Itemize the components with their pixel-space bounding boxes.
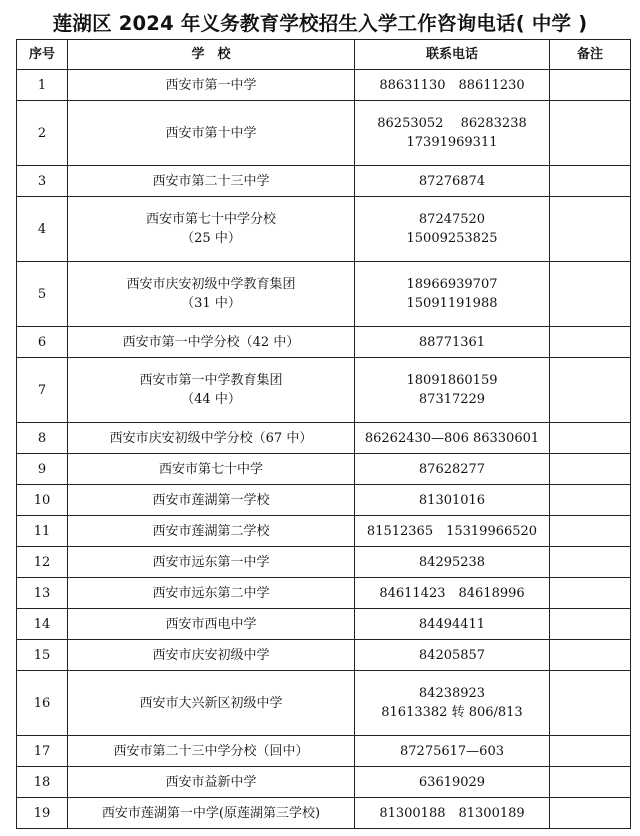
cell-phone: 87628277	[355, 454, 550, 485]
cell-phone: 81300188 81300189	[355, 798, 550, 829]
cell-serial-number: 16	[17, 671, 68, 736]
cell-serial-number: 10	[17, 485, 68, 516]
table-row	[17, 101, 631, 166]
cell-serial-number: 11	[17, 516, 68, 547]
cell-serial-number: 6	[17, 327, 68, 358]
cell-school: 西安市庆安初级中学教育集团 （31 中）	[68, 262, 355, 327]
table-row	[17, 358, 631, 423]
cell-serial-number: 4	[17, 197, 68, 262]
cell-note	[550, 640, 631, 671]
cell-phone: 86253052 86283238 17391969311	[355, 101, 550, 166]
cell-serial-number: 15	[17, 640, 68, 671]
table-row	[17, 454, 631, 485]
cell-note	[550, 516, 631, 547]
table-row	[17, 197, 631, 262]
header-phone: 联系电话	[355, 40, 550, 70]
table-row	[17, 767, 631, 798]
cell-serial-number: 3	[17, 166, 68, 197]
cell-serial-number: 8	[17, 423, 68, 454]
cell-note	[550, 454, 631, 485]
cell-phone: 88771361	[355, 327, 550, 358]
table-row	[17, 262, 631, 327]
cell-school: 西安市第七十中学	[68, 454, 355, 485]
cell-note	[550, 262, 631, 327]
cell-note	[550, 101, 631, 166]
cell-school: 西安市远东第二中学	[68, 578, 355, 609]
table-row	[17, 327, 631, 358]
cell-serial-number: 5	[17, 262, 68, 327]
cell-phone: 88631130 88611230	[355, 70, 550, 101]
cell-phone: 84205857	[355, 640, 550, 671]
cell-school: 西安市莲湖第一中学(原莲湖第三学校)	[68, 798, 355, 829]
cell-school: 西安市远东第一中学	[68, 547, 355, 578]
table-header-row	[17, 40, 631, 70]
table-row	[17, 485, 631, 516]
cell-phone: 84494411	[355, 609, 550, 640]
cell-school: 西安市第二十三中学	[68, 166, 355, 197]
table-row	[17, 736, 631, 767]
cell-phone: 87275617—603	[355, 736, 550, 767]
cell-serial-number: 9	[17, 454, 68, 485]
cell-note	[550, 485, 631, 516]
cell-school: 西安市庆安初级中学	[68, 640, 355, 671]
cell-school: 西安市第一中学	[68, 70, 355, 101]
cell-note	[550, 166, 631, 197]
cell-note	[550, 736, 631, 767]
cell-school: 西安市第七十中学分校 （25 中）	[68, 197, 355, 262]
cell-serial-number: 13	[17, 578, 68, 609]
cell-serial-number: 18	[17, 767, 68, 798]
cell-serial-number: 14	[17, 609, 68, 640]
table-row	[17, 516, 631, 547]
table-row	[17, 423, 631, 454]
cell-school: 西安市大兴新区初级中学	[68, 671, 355, 736]
cell-note	[550, 358, 631, 423]
cell-school: 西安市莲湖第二学校	[68, 516, 355, 547]
table-row	[17, 578, 631, 609]
cell-school: 西安市第十中学	[68, 101, 355, 166]
cell-note	[550, 423, 631, 454]
cell-note	[550, 671, 631, 736]
cell-serial-number: 1	[17, 70, 68, 101]
cell-phone: 84238923 81613382 转 806/813	[355, 671, 550, 736]
cell-school: 西安市第二十三中学分校（回中）	[68, 736, 355, 767]
cell-school: 西安市西电中学	[68, 609, 355, 640]
cell-phone: 81301016	[355, 485, 550, 516]
table-row	[17, 70, 631, 101]
cell-note	[550, 547, 631, 578]
cell-school: 西安市第一中学教育集团 （44 中）	[68, 358, 355, 423]
cell-note	[550, 798, 631, 829]
cell-phone: 86262430—806 86330601	[355, 423, 550, 454]
table-row	[17, 609, 631, 640]
cell-phone: 84611423 84618996	[355, 578, 550, 609]
cell-note	[550, 70, 631, 101]
cell-school: 西安市益新中学	[68, 767, 355, 798]
table-row	[17, 798, 631, 829]
contact-table	[16, 39, 631, 829]
cell-phone: 81512365 15319966520	[355, 516, 550, 547]
cell-school: 西安市第一中学分校（42 中）	[68, 327, 355, 358]
cell-serial-number: 12	[17, 547, 68, 578]
table-row	[17, 671, 631, 736]
cell-phone: 18091860159 87317229	[355, 358, 550, 423]
header-school: 学 校	[68, 40, 355, 70]
cell-school: 西安市莲湖第一学校	[68, 485, 355, 516]
cell-note	[550, 609, 631, 640]
page-title: 莲湖区 2024 年义务教育学校招生入学工作咨询电话( 中学 )	[52, 12, 588, 35]
cell-note	[550, 767, 631, 798]
table-row	[17, 640, 631, 671]
cell-serial-number: 2	[17, 101, 68, 166]
cell-school: 西安市庆安初级中学分校（67 中）	[68, 423, 355, 454]
cell-note	[550, 197, 631, 262]
cell-phone: 87247520 15009253825	[355, 197, 550, 262]
cell-phone: 84295238	[355, 547, 550, 578]
header-serial-number: 序号	[17, 40, 68, 70]
cell-phone: 63619029	[355, 767, 550, 798]
table-row	[17, 166, 631, 197]
cell-phone: 87276874	[355, 166, 550, 197]
cell-phone: 18966939707 15091191988	[355, 262, 550, 327]
cell-serial-number: 7	[17, 358, 68, 423]
cell-serial-number: 17	[17, 736, 68, 767]
table-row	[17, 547, 631, 578]
cell-note	[550, 327, 631, 358]
cell-serial-number: 19	[17, 798, 68, 829]
cell-note	[550, 578, 631, 609]
header-note: 备注	[550, 40, 631, 70]
